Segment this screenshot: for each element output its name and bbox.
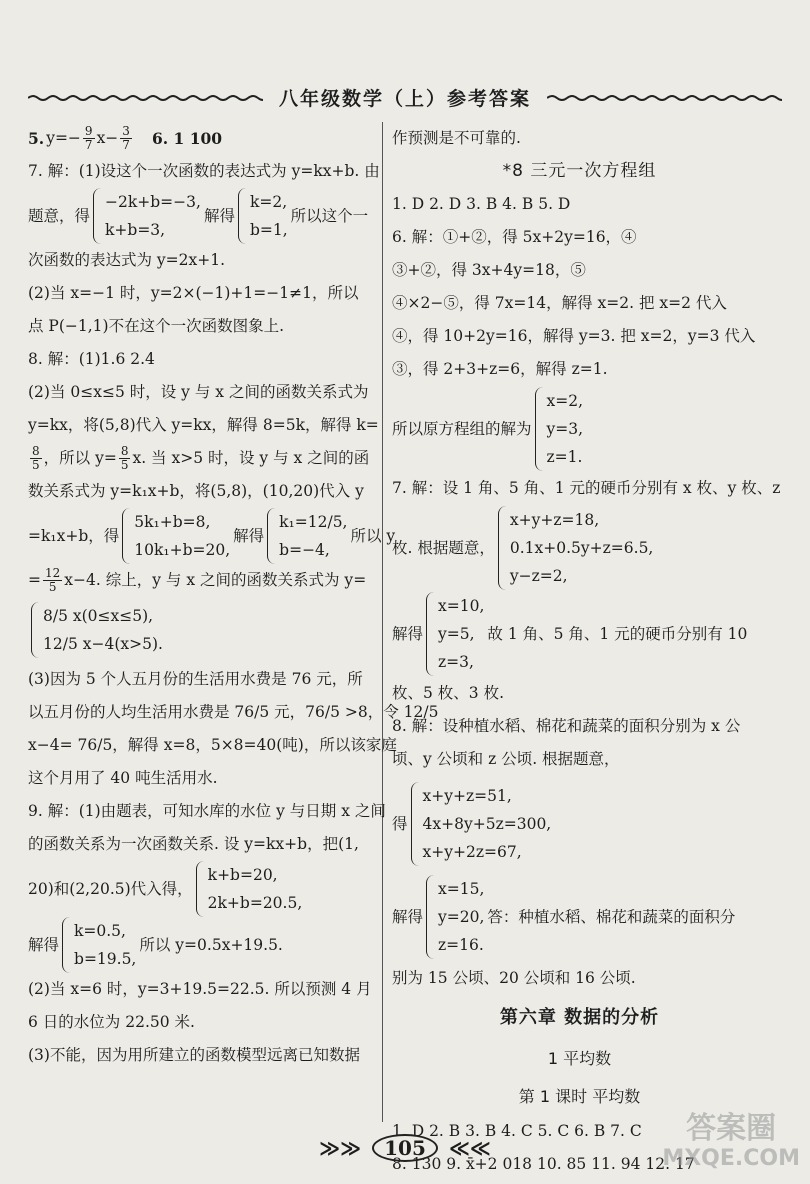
answer-line: y=kx，将(5,8)代入 y=kx，解得 8=5k，解得 k= (28, 416, 379, 434)
watermark-url: MXQE.COM (662, 1146, 800, 1171)
decorative-wave-left (28, 94, 263, 102)
answer-line: 20)和(2,20.5)代入得， k+b=20, 2k+b=20.5, (28, 861, 378, 917)
page-number: 105 (372, 1134, 438, 1162)
fraction: $\frac{8}{5}$ (32, 444, 40, 472)
answer-line: 以五月份的人均生活用水费是 76/5 元，76/5 >8，令 12/5 (28, 703, 439, 721)
answer-line: 题意，得 −2k+b=−3, k+b=3, 解得 k=2, b=1, 所以这个一 (28, 188, 378, 244)
answer-line: 7. 解：设 1 角、5 角、1 元的硬币分别有 x 枚、y 枚、z (392, 479, 781, 497)
equation-system: k=0.5, b=19.5, (62, 917, 136, 973)
answer-line: 的函数关系为一次函数关系. 设 y=kx+b，把(1, (28, 835, 359, 853)
equation-system: x=10, y=5, z=3, (426, 592, 484, 676)
answer-line: (2)当 x=6 时，y=3+19.5=22.5. 所以预测 4 月 (28, 980, 372, 998)
answer-line: ③，得 2+3+z=6，解得 z=1. (392, 360, 608, 378)
answer-line: ④×2−⑤，得 7x=14，解得 x=2. 把 x=2 代入 (392, 294, 727, 312)
answer-line: (3)不能，因为用所建立的函数模型远离已知数据 (28, 1046, 360, 1064)
answer-line: 枚. 根据题意， x+y+z=18, 0.1x+0.5y+z=6.5, y−z=2, (392, 505, 767, 591)
answer-line: 次函数的表达式为 y=2x+1. (28, 251, 226, 269)
equation-system: k₁=12/5, b=−4, (267, 508, 347, 564)
equation-system: 8/5 x(0≤x≤5), 12/5 x−4(x>5). (31, 602, 163, 658)
equation-system: −2k+b=−3, k+b=3, (93, 188, 201, 244)
equation-system: k=2, b=1, (238, 188, 288, 244)
answer-line: 作预测是不可靠的. (392, 129, 521, 147)
answer-line: 点 P(−1,1)不在这个一次函数图象上. (28, 317, 285, 335)
chevrons-right-icon: ≫≫ (319, 1136, 362, 1160)
column-divider (382, 122, 383, 1122)
answer-line: $\frac{8}{5}$ ，所以 y= $\frac{8}{5}$ x. 当 x>5 时，设 y 与 x 之间的函 (32, 444, 370, 472)
lesson-heading: 第 1 课时 平均数 (518, 1086, 641, 1106)
answer-line: 1. D 2. B 3. B 4. C 5. C 6. B 7. C (392, 1122, 642, 1140)
answer-line: (3)因为 5 个人五月份的生活用水费是 76 元，所 (28, 670, 363, 688)
equation-system: k+b=20, 2k+b=20.5, (196, 861, 303, 917)
answer-line: x−4= 76/5，解得 x=8，5×8=40(吨)，所以该家庭 (28, 736, 397, 754)
answer-line: (2)当 x=−1 时，y=2×(−1)+1=−1≠1，所以 (28, 284, 359, 302)
answer-line: 别为 15 公顷、20 公顷和 16 公顷. (392, 969, 636, 987)
equation-system: x+y+z=51, 4x+8y+5z=300, x+y+2z=67, (411, 782, 552, 866)
page-header (28, 82, 782, 112)
header-title: 八年级数学（上）参考答案 (278, 88, 531, 110)
section-heading: *8 三元一次方程组 (502, 161, 657, 181)
answer-line: ③+②，得 3x+4y=18，⑤ (392, 261, 586, 279)
answer-line: =k₁x+b，得 5k₁+b=8, 10k₁+b=20, 解得 k₁=12/5, b=−4, 所以 y (28, 508, 378, 564)
answer-line: 9. 解：(1)由题表，可知水库的水位 y 与日期 x 之间 (28, 802, 386, 820)
fraction: $\frac{3}{7}$ (122, 124, 130, 152)
fraction: $\frac{9}{7}$ (84, 124, 93, 152)
watermark (662, 1111, 800, 1174)
answer-line: 解得 k=0.5, b=19.5, 所以 y=0.5x+19.5. (28, 917, 378, 973)
decorative-wave-right (547, 94, 782, 102)
answer-line: 8. 解：(1)1.6 2.4 (28, 350, 155, 368)
right-column (392, 122, 781, 1181)
answer-line: 6 日的水位为 22.50 米. (28, 1013, 195, 1031)
left-column (28, 122, 439, 1072)
answer-line: 7. 解：(1)设这个一次函数的表达式为 y=kx+b. 由 (28, 162, 380, 180)
answer-line: 解得 x=15, y=20, z=16. 答：种植水稻、棉花和蔬菜的面积分 (392, 872, 767, 962)
answer-line: 得 x+y+z=51, 4x+8y+5z=300, x+y+2z=67, (392, 776, 767, 872)
answer-line: ④，得 10+2y=16，解得 y=3. 把 x=2，y=3 代入 (392, 327, 756, 345)
chapter-heading: 第六章 数据的分析 (499, 1006, 660, 1028)
answer-line: 5. y=− $\frac{9}{7}$ x− $\frac{3}{7}$ 6. 1 100 (28, 124, 223, 152)
equation-system: x+y+z=18, 0.1x+0.5y+z=6.5, y−z=2, (498, 506, 654, 590)
answer-line: 这个月用了 40 吨生活用水. (28, 769, 218, 787)
equation-system: x=15, y=20, z=16. (426, 875, 484, 959)
fraction: $\frac{8}{5}$ (120, 444, 129, 472)
answer-line: = $\frac{12}{5}$ x−4. 综上，y 与 x 之间的函数关系式为 y= (28, 566, 367, 594)
answer-line: 所以原方程组的解为 x=2, y=3, z=1. (392, 386, 767, 472)
answer-line: 解得 x=10, y=5, z=3, 故 1 角、5 角、1 元的硬币分别有 10 (392, 591, 767, 677)
answer-line: 1. D 2. D 3. B 4. B 5. D (392, 195, 571, 213)
piecewise-function (28, 597, 378, 663)
watermark-text: 答案圈 (686, 1111, 777, 1146)
answer-line: (2)当 0≤x≤5 时，设 y 与 x 之间的函数关系式为 (28, 383, 369, 401)
equation-system: 5k₁+b=8, 10k₁+b=20, (122, 508, 230, 564)
equation-system: x=2, y=3, z=1. (535, 387, 584, 471)
answer-line: 6. 解：①+②，得 5x+2y=16，④ (392, 228, 637, 246)
answer-line: 数关系式为 y=k₁x+b，将(5,8)，(10,20)代入 y (28, 482, 364, 500)
answer-line: 枚、5 枚、3 枚. (392, 684, 505, 702)
answer-line: 顷、y 公顷和 z 公顷. 根据题意， (392, 750, 620, 768)
section-heading: 1 平均数 (547, 1048, 612, 1068)
fraction: $\frac{12}{5}$ (45, 566, 61, 594)
chevrons-left-icon: ≪≪ (448, 1136, 491, 1160)
answer-line: 8. 解：设种植水稻、棉花和蔬菜的面积分别为 x 公 (392, 717, 741, 735)
answer-line: 8. 130 9. x̄+2 018 10. 85 11. 94 12. 17 (392, 1155, 695, 1173)
